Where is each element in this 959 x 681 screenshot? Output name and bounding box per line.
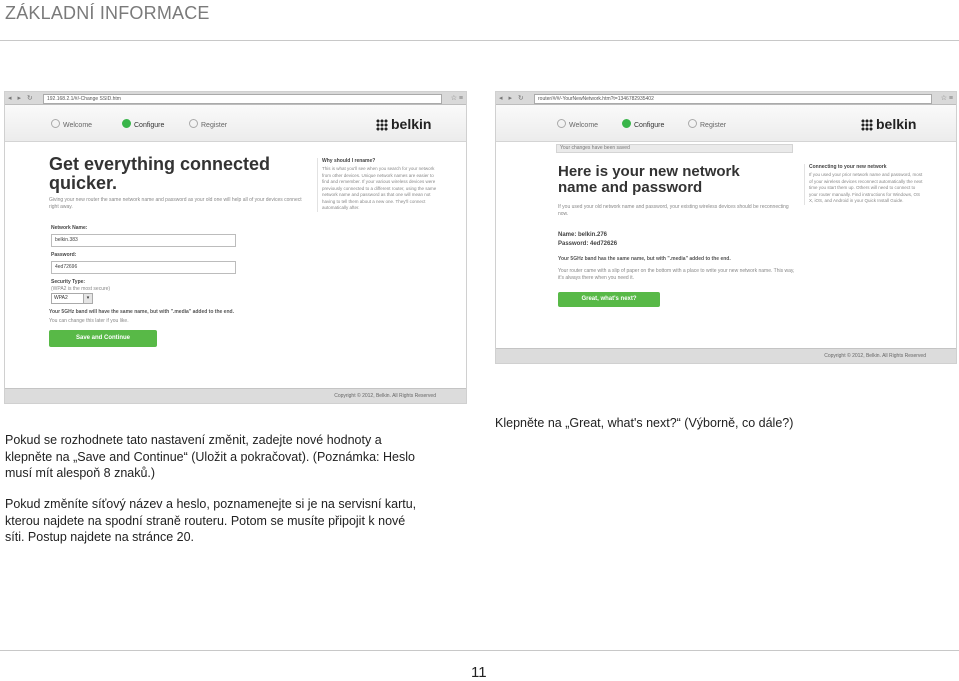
step-circle-icon	[51, 119, 60, 128]
great-whats-next-button[interactable]: Great, what's next?	[558, 292, 660, 307]
instruction-bottom: Pokud změníte síťový název a heslo, poznamenejte si je na servisní kartu, kterou najdete na spodní straně routeru. Potom se musíte připojit k nové síti. Postup najdete na stránce 20.	[5, 497, 417, 545]
browser-toolbar	[496, 92, 956, 105]
router-content	[5, 142, 466, 389]
router-footer	[5, 388, 466, 403]
logo-text: belkin	[876, 116, 917, 132]
sidebar-body: This is what you'll see when you search for your network from other devices. Unique network names are easier to find and remember. If your various wireless devices were previously connected to a different router, using the same network name and password as that one will mean not having to tell them about a new one. They'll connect automatically after.	[322, 166, 437, 210]
page-headline: Here is your new network name and password	[558, 163, 740, 196]
tab-configure	[622, 119, 664, 129]
logo-text: belkin	[391, 116, 432, 132]
screenshot-new-network	[495, 91, 957, 364]
password-input[interactable]: 4ed72696	[51, 261, 236, 274]
belkin-logo-icon	[861, 119, 873, 131]
tab-label: Welcome	[569, 122, 599, 129]
password-label: Password:	[51, 252, 77, 258]
saved-banner: Your changes have been saved	[556, 144, 793, 153]
tab-label: Configure	[134, 122, 165, 129]
instruction-left: Pokud se rozhodnete tato nastavení změnit, zadejte nové hodnoty a klepněte na „Save and Continue“ (Uložit a pokračovat). (Poznámka: Heslo musí mít alespoň 8 znaků.)	[5, 433, 415, 481]
router-content	[496, 142, 956, 349]
note-card: Your router came with a slip of paper on the bottom with a place to write your new network name. This way, it's always there when you need it.	[558, 268, 795, 281]
page-headline: Get everything connected quicker.	[49, 154, 271, 193]
router-header	[5, 105, 466, 142]
security-type-label: Security Type:	[51, 279, 86, 285]
note-5ghz: Your 5GHz band has the same name, but with ".media" added to the end.	[558, 256, 731, 262]
address-bar: 192.168.2.1/#/-Change SSID.htm	[43, 94, 442, 104]
intro-text: Giving your new router the same network name and password as your old one will help all of your devices connect right away.	[49, 197, 302, 210]
security-select-value: WPA2	[54, 295, 68, 301]
security-hint: (WPA2 is the most secure)	[51, 286, 111, 292]
copyright: Copyright © 2012, Belkin. All Rights Reserved	[334, 393, 436, 399]
belkin-logo	[861, 116, 916, 132]
sidebar-title: Why should I rename?	[322, 158, 376, 164]
section-title: ZÁKLADNÍ INFORMACE	[5, 3, 210, 23]
network-name-input[interactable]: belkin.383	[51, 234, 236, 247]
check-icon	[622, 119, 631, 128]
tab-label: Register	[201, 122, 228, 129]
check-icon	[122, 119, 131, 128]
belkin-logo	[376, 116, 431, 132]
screenshot-save-and-continue	[4, 91, 467, 404]
chevron-down-icon: ▾	[83, 294, 92, 303]
copyright: Copyright © 2012, Belkin. All Rights Reserved	[824, 353, 926, 359]
tab-label: Welcome	[63, 122, 93, 129]
browser-nav-icons: ◂ ▸ ↻	[499, 95, 526, 102]
browser-toolbar	[5, 92, 466, 105]
browser-nav-icons: ◂ ▸ ↻	[8, 95, 35, 102]
instruction-right: Klepněte na „Great, what's next?“ (Výborně, co dále?)	[495, 416, 794, 430]
tab-register	[688, 119, 726, 129]
sidebar-title: Connecting to your new network	[809, 164, 887, 170]
address-bar: router/#/#/-YourNewNetwork.htm?t=1346782935402	[534, 94, 932, 104]
tab-label: Configure	[634, 122, 665, 129]
sidebar-body: If you used your prior network name and password, most of your wireless devices reconnect automatically the next time you start them up. Others will need to connect to your router manually. Find instructions for Windows, OS X, iOS, and Android in your Quick Install Guide.	[809, 172, 923, 203]
note-5ghz: Your 5GHz band will have the same name, but with ".media" added to the end.	[49, 309, 234, 315]
router-footer	[496, 348, 956, 363]
tab-register	[189, 119, 227, 129]
router-header	[496, 105, 956, 142]
note-change: You can change this later if you like.	[49, 318, 129, 324]
network-name-label: Network Name:	[51, 225, 88, 231]
tab-label: Register	[700, 122, 727, 129]
network-password-value: Password: 4ed72626	[558, 241, 618, 247]
step-circle-icon	[189, 119, 198, 128]
why-rename-sidebar	[317, 158, 442, 212]
step-circle-icon	[557, 119, 566, 128]
wrench-icon: ☆ ≡	[450, 95, 463, 102]
top-divider	[0, 40, 959, 41]
tab-configure	[122, 119, 164, 129]
security-type-select[interactable]	[51, 293, 93, 304]
page-number: 11	[471, 664, 487, 681]
intro-text: If you used your old network name and password, your existing wireless devices should be reconnecting now.	[558, 204, 789, 217]
connecting-sidebar	[804, 164, 924, 205]
step-circle-icon	[688, 119, 697, 128]
tab-welcome	[51, 119, 92, 129]
wrench-icon: ☆ ≡	[940, 95, 953, 102]
bottom-divider	[0, 650, 959, 651]
network-name-value: Name: belkin.276	[558, 232, 608, 238]
tab-welcome	[557, 119, 598, 129]
save-and-continue-button[interactable]: Save and Continue	[49, 330, 157, 347]
belkin-logo-icon	[376, 119, 388, 131]
